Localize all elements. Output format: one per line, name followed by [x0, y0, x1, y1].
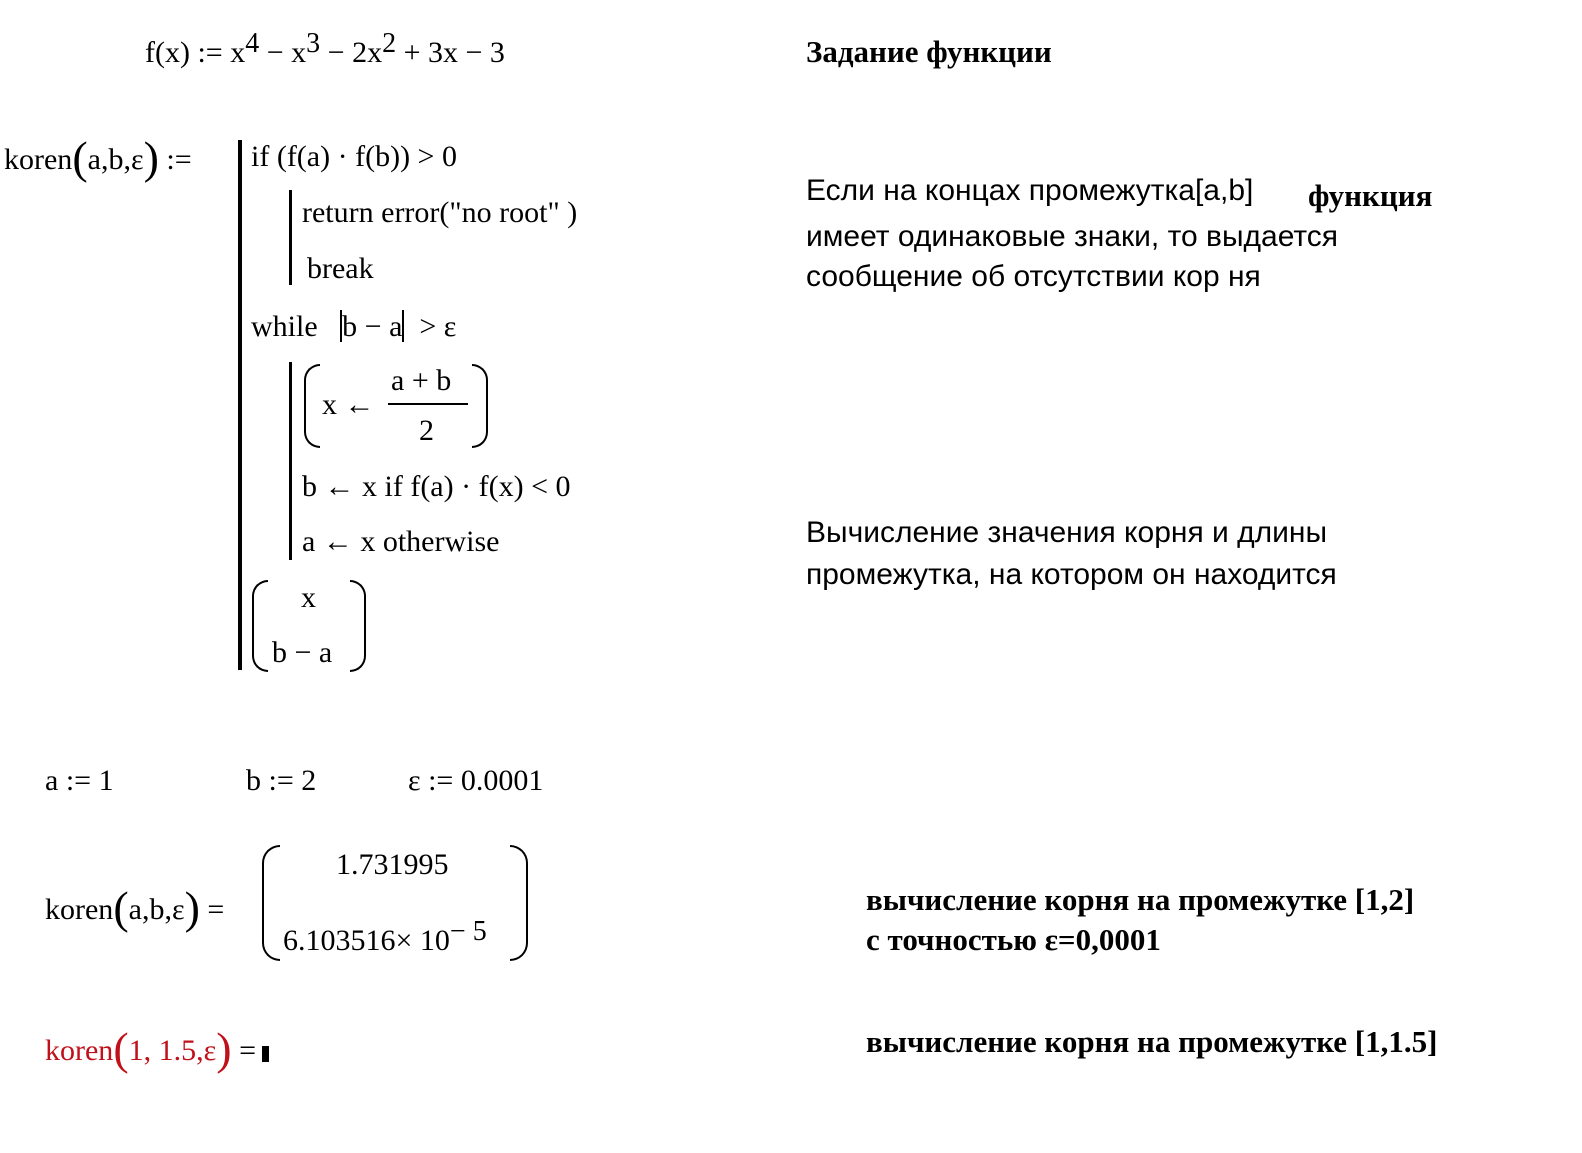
note-calc-line2: промежутка, на котором он находится: [806, 558, 1337, 591]
note-result1-line1: вычисление корня на промежутке [1,2]: [866, 882, 1415, 917]
program-name: koren: [4, 143, 73, 176]
paren-left: [304, 364, 320, 448]
text-cursor: [262, 1046, 269, 1062]
note-if-line3: сообщение об отсутствии кор ня: [806, 260, 1261, 293]
if-statement[interactable]: if (f(a) · f(b)) > 0: [251, 140, 457, 173]
x-assign[interactable]: x ←: [322, 388, 375, 421]
result1-paren-right: [510, 845, 528, 961]
a-update-statement[interactable]: a ← x otherwise: [302, 525, 500, 558]
return-statement[interactable]: return error("no root" ): [302, 196, 578, 229]
note-result2: вычисление корня на промежутке [1,1.5]: [866, 1024, 1438, 1059]
note-function-definition: Задание функции: [806, 34, 1052, 69]
vector-paren-right: [350, 580, 366, 672]
note-if-line2: имеет одинаковые знаки, то выдается: [806, 220, 1339, 253]
program-header[interactable]: koren(a,b,ε) :=: [4, 132, 192, 183]
result1-paren-left: [262, 845, 280, 961]
fraction-denominator: 2: [419, 414, 434, 447]
b-update-statement[interactable]: b ← x if f(a) · f(x) < 0: [302, 470, 571, 503]
program-args: a,b,ε: [87, 143, 144, 176]
note-if-line1b: функция: [1308, 178, 1433, 213]
vector-paren-left: [252, 580, 268, 672]
var-eps[interactable]: ε := 0.0001: [408, 764, 544, 797]
note-if-line1a: Если на концах промежутка[a,b]: [806, 174, 1254, 207]
note-calc-line1: Вычисление значения корня и длины: [806, 516, 1328, 549]
paren-right: [472, 364, 488, 448]
fraction-numerator: a + b: [391, 364, 452, 397]
var-a[interactable]: a := 1: [45, 764, 114, 797]
program-main-bar: [238, 140, 242, 670]
break-statement[interactable]: break: [307, 252, 374, 285]
return-vector-bottom: b − a: [272, 636, 333, 669]
result1-top: 1.731995: [336, 848, 449, 881]
while-block-bar: [289, 362, 292, 560]
if-block-bar: [289, 190, 292, 285]
while-statement[interactable]: while b − a > ε: [251, 310, 457, 343]
return-vector-top: x: [301, 581, 316, 614]
var-b[interactable]: b := 2: [246, 764, 317, 797]
result1-call[interactable]: koren(a,b,ε) =: [45, 882, 225, 933]
result1-bottom: $6.103516\times 10^{- 5}$: [283, 916, 487, 957]
function-definition[interactable]: f(x) := $x^4 - x^3 - 2x^2 + 3x - 3$: [145, 28, 505, 69]
fraction-line: [388, 403, 468, 405]
program-assign: :=: [158, 143, 192, 176]
result2-call[interactable]: koren(1, 1.5,ε) =: [45, 1026, 269, 1072]
note-result1-line2: с точностью ε=0,0001: [866, 922, 1161, 957]
